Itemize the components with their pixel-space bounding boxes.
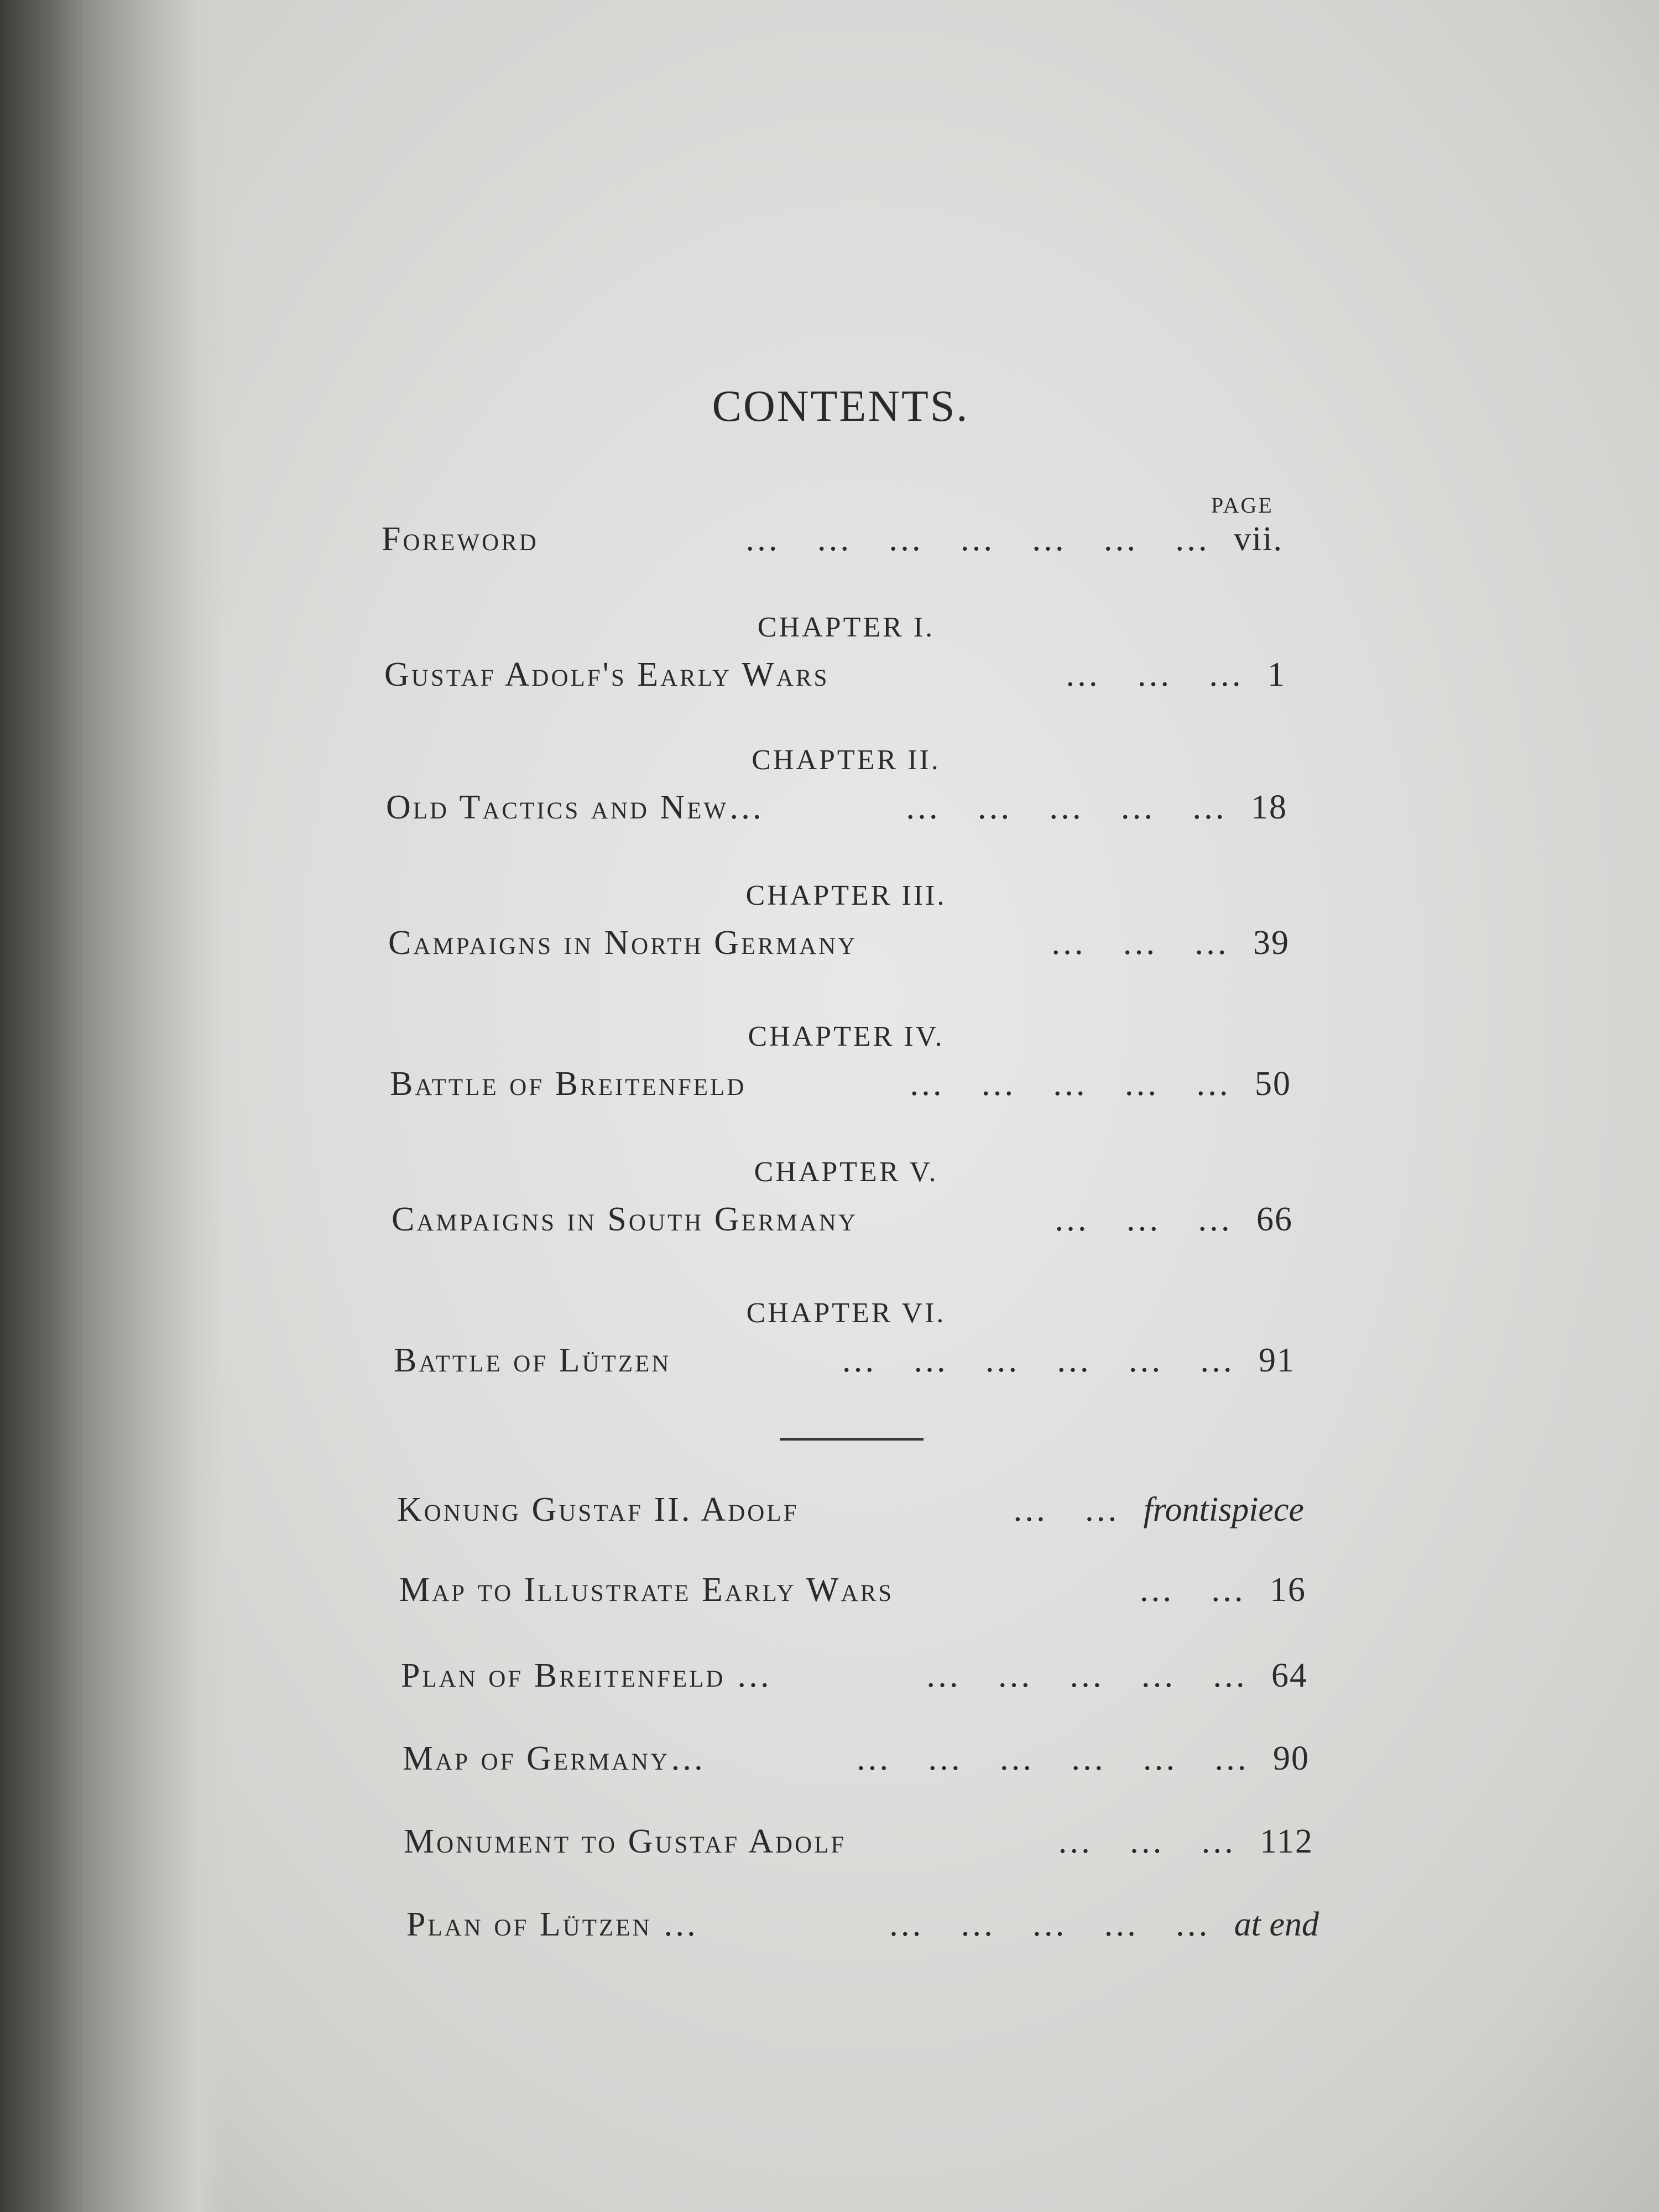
leader-dots: … … … … … bbox=[909, 1065, 1244, 1103]
toc-entry-label: Old Tactics and New… bbox=[386, 789, 765, 826]
toc-entry-label: Battle of Lützen bbox=[394, 1342, 671, 1379]
toc-entry-chapter-6 bbox=[394, 1341, 1295, 1385]
toc-entry-label: Campaigns in North Germany bbox=[388, 924, 858, 962]
leader-dots: … … … bbox=[1065, 656, 1256, 693]
illustration-label: Plan of Breitenfeld … bbox=[401, 1657, 773, 1694]
illustration-page: frontispiece bbox=[1143, 1491, 1304, 1528]
leader-dots: … … bbox=[1138, 1571, 1259, 1609]
toc-entry-page: 66 bbox=[1256, 1201, 1293, 1238]
toc-entry-label: Foreword bbox=[382, 520, 539, 558]
chapter-heading: CHAPTER IV. bbox=[748, 1021, 945, 1052]
leader-dots: … … … bbox=[1053, 1201, 1245, 1238]
chapter-heading: CHAPTER V. bbox=[754, 1156, 938, 1188]
toc-entry-chapter-2 bbox=[386, 788, 1287, 832]
toc-entry-chapter-1 bbox=[384, 655, 1286, 700]
chapter-heading: CHAPTER I. bbox=[757, 612, 935, 643]
illustration-label: Konung Gustaf II. Adolf bbox=[397, 1491, 799, 1528]
toc-entry-foreword bbox=[382, 520, 1283, 564]
chapter-heading: CHAPTER VI. bbox=[746, 1297, 946, 1329]
illustration-page: 16 bbox=[1270, 1571, 1306, 1609]
leader-dots: … … … bbox=[1050, 924, 1242, 962]
illustration-label: Plan of Lützen … bbox=[406, 1906, 700, 1943]
leader-dots: … … bbox=[1012, 1491, 1133, 1528]
chapter-heading: CHAPTER III. bbox=[745, 880, 947, 911]
leader-dots: … … … … … bbox=[905, 789, 1240, 826]
toc-entry-chapter-4 bbox=[390, 1065, 1291, 1109]
toc-entry-label: Campaigns in South Germany bbox=[392, 1201, 858, 1238]
contents-title: CONTENTS. bbox=[712, 382, 969, 431]
toc-entry-page: vii. bbox=[1234, 520, 1283, 558]
illustration-page: 64 bbox=[1271, 1657, 1308, 1694]
toc-entry-page: 39 bbox=[1253, 924, 1290, 962]
leader-dots: … … … … … bbox=[925, 1657, 1260, 1694]
toc-entry-page: 91 bbox=[1259, 1342, 1295, 1379]
book-spine bbox=[0, 0, 83, 2212]
illustration-entry bbox=[404, 1822, 1313, 1866]
leader-dots: … … … … … … bbox=[841, 1342, 1248, 1379]
section-divider bbox=[780, 1438, 924, 1441]
leader-dots: … … … … … bbox=[888, 1906, 1223, 1943]
illustration-entry bbox=[399, 1571, 1306, 1615]
toc-entry-page: 1 bbox=[1267, 656, 1286, 693]
toc-entry-chapter-3 bbox=[388, 924, 1290, 968]
illustration-page: 112 bbox=[1260, 1823, 1313, 1860]
leader-dots: … … … … … … bbox=[855, 1740, 1262, 1777]
toc-entry-page: 50 bbox=[1255, 1065, 1291, 1103]
chapter-heading: CHAPTER II. bbox=[752, 744, 941, 776]
toc-entry-chapter-5 bbox=[392, 1200, 1293, 1244]
page-gutter-shadow bbox=[83, 0, 227, 2212]
leader-dots: … … … bbox=[1057, 1823, 1249, 1860]
illustration-label: Monument to Gustaf Adolf bbox=[404, 1823, 847, 1860]
illustration-entry bbox=[403, 1739, 1310, 1783]
leader-dots: … … … … … … … bbox=[744, 520, 1223, 558]
illustration-page: at end bbox=[1234, 1906, 1319, 1943]
illustration-entry bbox=[397, 1490, 1304, 1535]
illustration-page: 90 bbox=[1273, 1740, 1310, 1777]
toc-entry-page: 18 bbox=[1251, 789, 1287, 826]
illustration-entry bbox=[406, 1905, 1319, 1949]
toc-entry-label: Battle of Breitenfeld bbox=[390, 1065, 747, 1103]
illustration-entry bbox=[401, 1656, 1308, 1700]
toc-entry-label: Gustaf Adolf's Early Wars bbox=[384, 656, 830, 693]
illustration-label: Map to Illustrate Early Wars bbox=[399, 1571, 894, 1609]
illustration-label: Map of Germany… bbox=[403, 1740, 707, 1777]
page-column-heading: PAGE bbox=[1211, 493, 1274, 518]
